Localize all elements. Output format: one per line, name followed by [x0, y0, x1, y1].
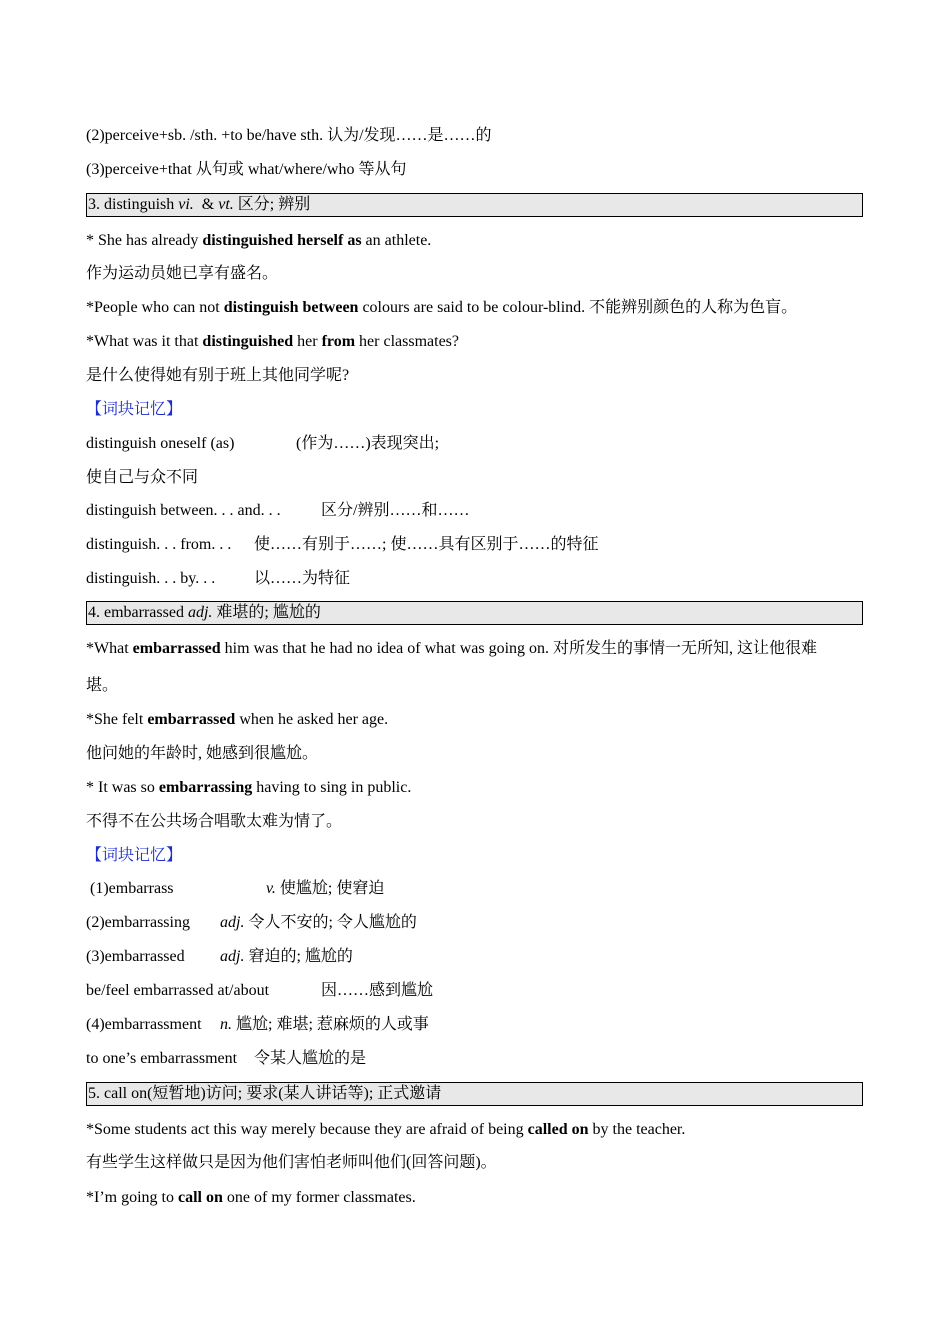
s3-chunk-1-cont: 使自己与众不同 [86, 469, 199, 486]
s4-example-1: *What embarrassed him was that he had no idea of what was going on. 对所发生的事情一无所知, 这让他很难 [86, 640, 818, 657]
s3-chunk-3: distinguish. . . from. . . 使……有别于……; 使……具有区别于……的特征 [86, 536, 599, 553]
s4-word-6: to one’s embarrassment 令某人尴尬的是 [86, 1050, 367, 1067]
s5-example-2: *I’m going to call on one of my former classmates. [86, 1189, 416, 1206]
perceive-usage-2: (2)perceive+sb. /sth. +to be/have sth. 认为/发现……是……的 [86, 127, 492, 144]
s4-word-3: (3)embarrassed adj. 窘迫的; 尴尬的 [86, 948, 353, 965]
s3-example-3-translation: 是什么使得她有别于班上其他同学呢? [86, 367, 350, 384]
s4-example-3: * It was so embarrassing having to sing in public. [86, 779, 412, 796]
s3-example-3: *What was it that distinguished her from her classmates? [86, 333, 459, 350]
s4-example-1-cont: 堪。 [86, 677, 119, 694]
s4-example-3-translation: 不得不在公共场合唱歌太难为情了。 [86, 813, 343, 830]
s3-example-1-translation: 作为运动员她已享有盛名。 [86, 265, 279, 282]
s5-example-1-translation: 有些学生这样做只是因为他们害怕老师叫他们(回答问题)。 [86, 1154, 497, 1171]
perceive-usage-3: (3)perceive+that 从句或 what/where/who 等从句 [86, 161, 407, 178]
s4-memory-heading: 【词块记忆】 [86, 847, 183, 864]
s3-chunk-2: distinguish between. . . and. . . 区分/辨别……和…… [86, 502, 470, 519]
s3-example-1: * She has already distinguished herself as an athlete. [86, 232, 432, 249]
s4-word-4: be/feel embarrassed at/about 因……感到尴尬 [86, 982, 434, 999]
s3-chunk-1: distinguish oneself (as) (作为……)表现突出; [86, 435, 440, 452]
s4-example-2-translation: 他问她的年龄时, 她感到很尴尬。 [86, 745, 319, 762]
section-5-header: 5. call on(短暂地)访问; 要求(某人讲话等); 正式邀请 [86, 1082, 863, 1106]
section-4-header: 4. embarrassed adj. 难堪的; 尴尬的 [86, 601, 863, 625]
s4-word-2: (2)embarrassing adj. 令人不安的; 令人尴尬的 [86, 914, 417, 931]
s3-chunk-4: distinguish. . . by. . . 以……为特征 [86, 570, 351, 587]
s4-word-1: (1)embarrass v. 使尴尬; 使窘迫 [86, 880, 385, 897]
s5-example-1: *Some students act this way merely because they are afraid of being called on by the teacher. [86, 1121, 686, 1138]
s3-example-2: *People who can not distinguish between colours are said to be colour-blind. 不能辨别颜色的人称为色盲。 [86, 299, 798, 316]
s3-memory-heading: 【词块记忆】 [86, 401, 183, 418]
s4-word-5: (4)embarrassment n. 尴尬; 难堪; 惹麻烦的人或事 [86, 1016, 429, 1033]
section-3-header: 3. distinguish vi. & vt. 区分; 辨别 [86, 193, 863, 217]
s4-example-2: *She felt embarrassed when he asked her age. [86, 711, 389, 728]
